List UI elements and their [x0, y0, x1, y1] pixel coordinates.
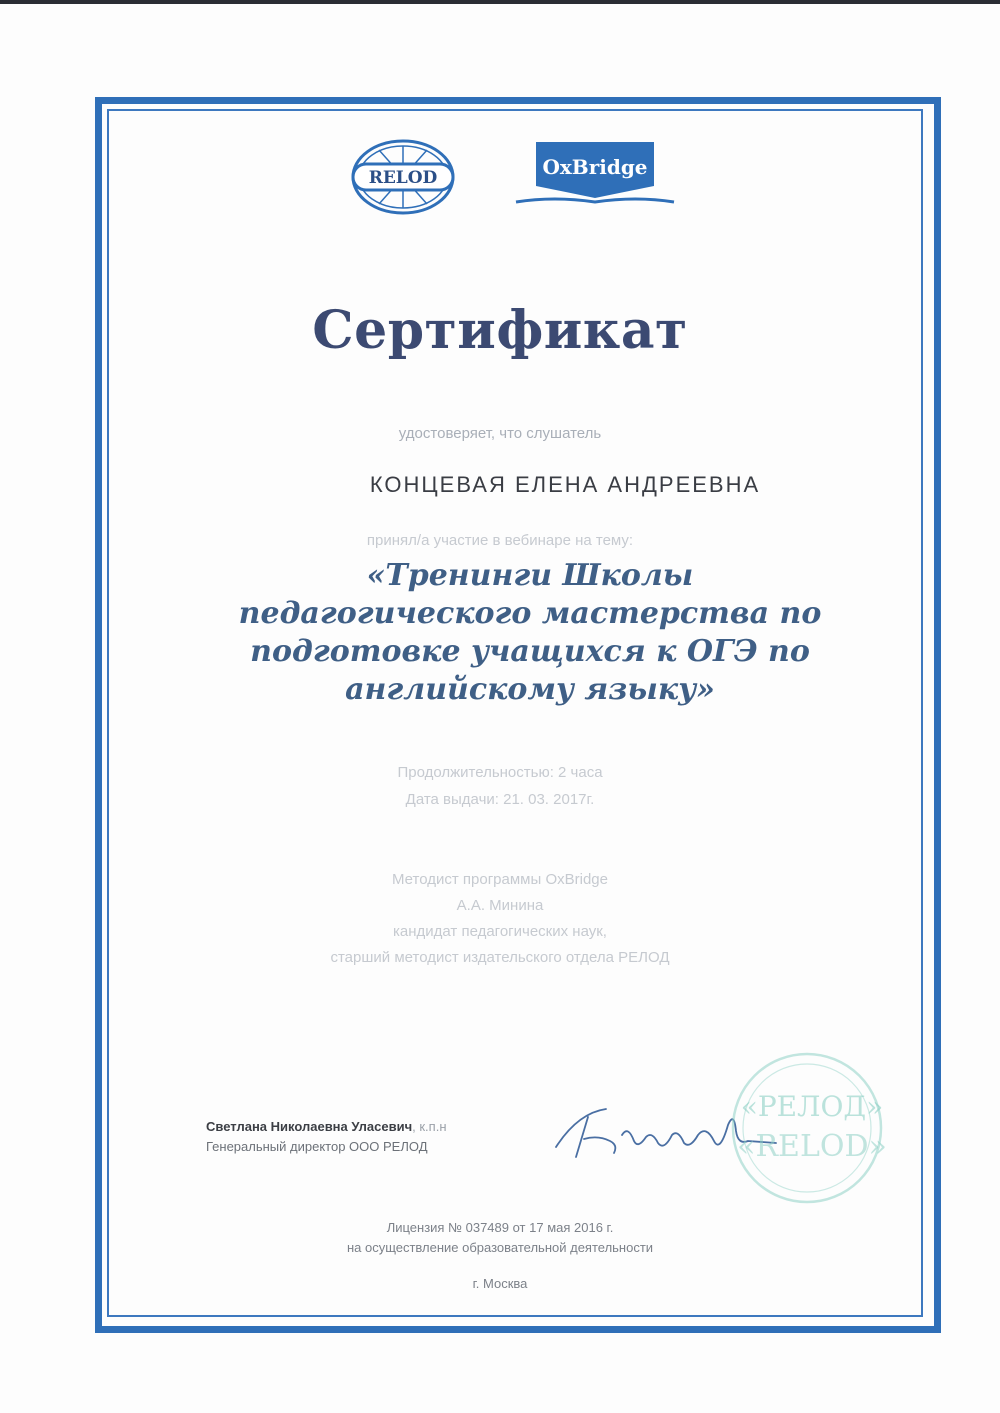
- certifies-text: удостоверяет, что слушатель: [398, 425, 602, 442]
- scan-top-edge: [0, 0, 1000, 4]
- certificate-title: Сертификат: [312, 300, 688, 361]
- issue-date-text: Дата выдачи: 21. 03. 2017г.: [405, 791, 595, 808]
- stamp-line-1: «РЕЛОД»: [740, 1090, 884, 1123]
- methodist-line-1: Методист программы OxBridge: [392, 871, 608, 888]
- oxbridge-logo: [514, 140, 676, 208]
- organization-stamp: [712, 1048, 902, 1208]
- recipient-name: КОНЦЕВАЯ ЕЛЕНА АНДРЕЕВНА: [369, 472, 761, 497]
- relod-logo-text: RELOD: [368, 168, 438, 188]
- license-line-2: на осуществление образовательной деятельности: [346, 1240, 654, 1255]
- topic-line: педагогического мастерства по: [238, 596, 822, 631]
- methodist-line-4: старший методист издательского отдела РЕЛОД: [330, 949, 670, 966]
- relod-logo: [349, 138, 457, 216]
- methodist-line-3: кандидат педагогических наук,: [393, 923, 607, 940]
- topic-line: подготовке учащихся к ОГЭ по: [250, 634, 810, 669]
- license-city: г. Москва: [472, 1276, 528, 1291]
- oxbridge-logo-text: OxBridge: [542, 155, 648, 179]
- methodist-line-2: А.А. Минина: [456, 897, 544, 914]
- license-line-1: Лицензия № 037489 от 17 мая 2016 г.: [386, 1220, 614, 1235]
- topic-line: «Тренинги Школы: [366, 558, 694, 593]
- stamp-line-2: «RELOD»: [737, 1129, 887, 1164]
- participation-text: принял/а участие в вебинаре на тему:: [366, 532, 634, 549]
- director-degree: , к.п.н: [412, 1119, 447, 1134]
- director-title: Генеральный директор ООО РЕЛОД: [206, 1139, 428, 1154]
- duration-text: Продолжительностью: 2 часа: [397, 764, 603, 781]
- topic-line: английскому языку»: [345, 672, 715, 707]
- director-name-line: [206, 1119, 447, 1134]
- webinar-topic: [180, 557, 880, 709]
- director-name: Светлана Николаевна Уласевич: [206, 1119, 413, 1134]
